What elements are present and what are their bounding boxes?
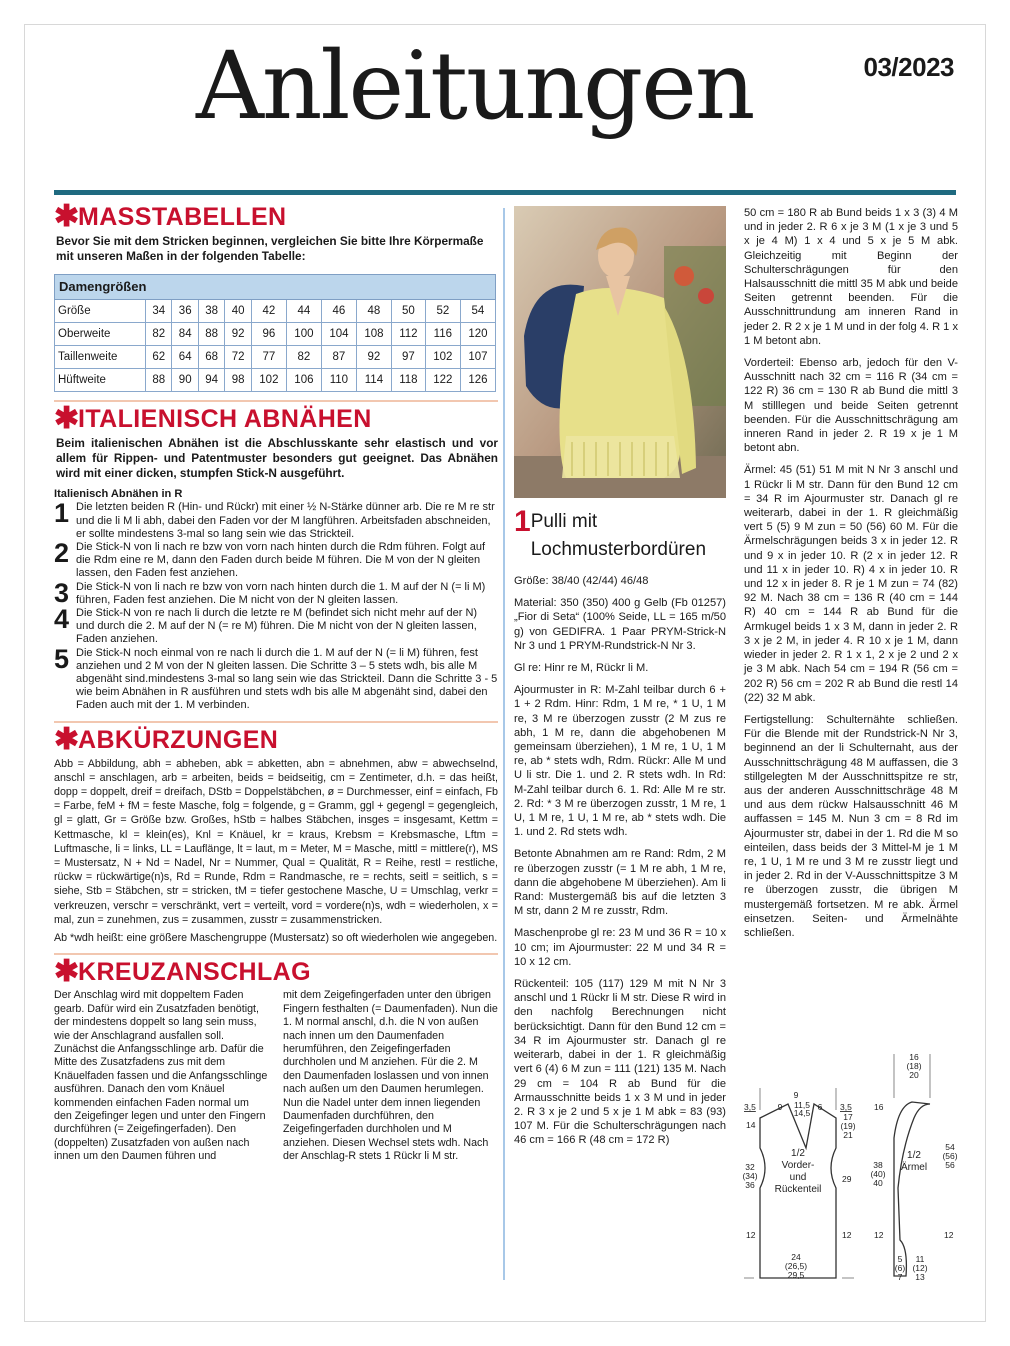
pattern-glre: Gl re: Hinr re M, Rückr li M. (514, 662, 649, 675)
step-number: 1 (54, 498, 70, 529)
size-cell: 98 (225, 369, 251, 392)
step-text: Die Stick-N von li nach re bzw von vorn nach hinten durch die Rdm führen. Folgt auf die Rdm eine re M, dann den Faden durch beide M führen. Die M von der N gleiten lassen, den Faden fest anziehen. (76, 541, 486, 580)
pattern-title-text: Pulli mit Lochmusterbordüren (530, 511, 707, 560)
size-cell: 106 (286, 369, 321, 392)
asterisk-icon: ✱ (54, 200, 80, 233)
header-rule (54, 190, 956, 195)
size-table (54, 274, 496, 392)
size-table-row (55, 300, 496, 323)
size-cell: 114 (356, 369, 391, 392)
section-heading-abkuerzungen (54, 722, 498, 756)
heading-text: KREUZANSCHLAG (78, 958, 311, 987)
size-cell: 92 (225, 323, 251, 346)
step-text: Die Stick-N von li nach re bzw von vorn nach hinten durch die 1. M auf der N (= li M) führen, Faden fest anziehen. Die M nicht von der N gleiten lassen. (76, 580, 486, 606)
dim-left-small: 3,5 (744, 1102, 756, 1112)
size-cell: 52 (425, 300, 460, 323)
size-cell: 36 (172, 300, 198, 323)
size-cell: 118 (391, 369, 425, 392)
asterisk-icon: ✱ (54, 955, 80, 989)
dim-sleeve-16: 16 (874, 1102, 884, 1112)
pattern-betonte: Betonte Abnahmen am re Rand: Rdm, 2 M re überzogen zusstr (= 1 M re abh, 1 M re, dann die abgehobene M überziehen). Am li Rand: Mustergemäß bis auf die letzten 3 M str, dann 2 M re zusstr, Rdm. (514, 848, 726, 918)
section-heading-kreuzanschlag (54, 955, 498, 989)
divider (54, 721, 498, 723)
pattern-ruecken-cont: 50 cm = 180 R ab Bund beids 1 x 3 (3) 4 M und in jeder 2. R 6 x je 3 M (1 x je 3 und 5 x je 4 M) 1 x 4 und 5 x je 5 M abk. Gleichzeitig mit Beginn der Schulterschrägungen für den Halsausschnitt die mittl 35 M abk und beide Seiten getrennt beenden. Für die Ausschnittrundung am inneren Rand in jeder 2. R 2 x je 1 M und in der folg 4. R 1 x 1 M betont abn. (744, 207, 958, 347)
step-number: 3 (54, 577, 70, 608)
dim-bottom: 24 (26,5) 29,5 (784, 1252, 808, 1280)
sleeve-label: 1/2 Ärmel (900, 1150, 928, 1173)
masstabellen-intro: Bevor Sie mit dem Stricken beginnen, vergleichen Sie bitte Ihre Körpermaße mit unseren Maßen in der folgenden Tabelle: (56, 234, 484, 263)
pattern-aermel: Ärmel: 45 (51) 51 M mit N Nr 3 anschl und 1 Rückr li M str. Dann für den Bund 12 cm = 34 R im Ajourmuster str. Danach gl re weiterarb, dabei in der 1. R gleichmäßig vert 5 (5) 9 M zun = 50 (56) 60 M. Für die Ärmelschrägungen beids 3 x in jeder 12. R und 9 x in jeder 10. R (2 x in jeder 12. R und 11 x in jeder 10. R) 4 x in jeder 10. R und 12 x in jeder 8. R je 1 M zun = 74 (82) 92 M. Nach 38 cm = 136 R (40 cm = 144 R) 40 cm = 144 R ab Bund für die Armkugel beids 1 x 3 M, dann in jeder 2. R 3 x je 2 M, in jeder 4. R 10 x je 1 M, dann wieder in jeder 2. R 1 x 1, 2 x je 2 und 2 x je 3 M abk. Nach 54 cm = 194 R (56 cm = 202 R) 56 cm = 202 R ab Bund die restl 14 (22) 32 M abk. (744, 464, 958, 704)
dim-sleeve-bottom-1: 5 (6) 7 (894, 1254, 906, 1282)
size-row-label: Größe (55, 300, 146, 323)
dim-sleeve-r12: 12 (944, 1230, 954, 1240)
dim-top-left: 9 (777, 1102, 783, 1112)
size-cell: 88 (146, 369, 172, 392)
divider (54, 953, 498, 955)
step-item (54, 498, 498, 541)
dim-sleeve-top: 16 (18) 20 (906, 1052, 922, 1080)
step-number: 4 (54, 604, 70, 635)
size-cell: 120 (460, 323, 495, 346)
asterisk-icon: ✱ (54, 402, 80, 436)
pattern-material: Material: 350 (350) 400 g Gelb (Fb 01257) „Fior di Seta“ (100% Seide, LL = 165 m/50 g) von GEDIFRA. 1 Paar PRYM-Strick-N Nr 3 und 1 PRYM-Rundstrick-N Nr 3. (514, 597, 726, 652)
size-cell: 107 (460, 346, 495, 369)
step-text: Die Stick-N von re nach li durch die letzte re M (befindet sich nicht mehr auf der N) und durch die 2. M auf der N (= re M) führen. Die M nicht von der N gleiten lassen, Faden anziehen. (76, 607, 478, 646)
size-row-label: Taillenweite (55, 346, 146, 369)
size-cell: 100 (286, 323, 321, 346)
dim-left-12: 12 (746, 1230, 756, 1240)
dim-right-12: 12 (842, 1230, 852, 1240)
size-cell: 87 (321, 346, 356, 369)
abbreviation-note: Ab *wdh heißt: eine größere Maschengruppe (Mustersatz) so oft wiederholen wie angegeben. (54, 932, 498, 945)
step-item (54, 643, 498, 713)
size-cell: 96 (251, 323, 286, 346)
size-cell: 84 (172, 323, 198, 346)
size-row-label: Oberweite (55, 323, 146, 346)
sweater-photo (514, 206, 726, 498)
pattern-vorderteil: Vorderteil: Ebenso arb, jedoch für den V-Ausschnitt nach 32 cm = 116 R (34 cm = 122 R) 36 cm = 130 R ab Bund die mittl 3 M stilllegen und beide Seiten getrennt beenden. Für die Ausschnittschrägung am inneren Rand in jeder 2. R 19 x je 1 M betont abn. (744, 357, 958, 455)
kreuzanschlag-col1: Der Anschlag wird mit doppeltem Faden gearb. Dafür wird ein Zusatzfaden benötigt, der mindestens doppelt so lang sein muss, wie der Anschlagrand ausfallen soll. Zunächst die Anfangsschlinge arb. Dafür die Mitte des Zusatzfadens zus mit dem Knäuelfaden fassen und die Anfangsschlinge ausführen. Danach den vom Knäuel kommenden einfachen Faden normal um den Zeigefinger legen und unter den Fingern durchführen (= Zeigefingerfaden). Den (doppelten) Zusatzfaden von außen nach innen um den Daumen führen und (54, 989, 268, 1163)
dim-right-29: 29 (842, 1174, 852, 1184)
size-cell: 38 (198, 300, 224, 323)
size-table-row (55, 346, 496, 369)
size-schematic (744, 1048, 960, 1284)
size-cell: 110 (321, 369, 356, 392)
size-cell: 40 (225, 300, 251, 323)
dim-sleeve-54: 54 (56) 56 (942, 1142, 958, 1170)
right-column (744, 206, 958, 948)
dim-sleeve-bottom-2: 11 (12) 13 (912, 1254, 928, 1282)
size-cell: 122 (425, 369, 460, 392)
size-cell: 34 (146, 300, 172, 323)
masthead-title: Anleitungen (196, 32, 754, 141)
pattern-number: 1 (514, 505, 531, 538)
pattern-fertigstellung: Fertigstellung: Schulternähte schließen. Für die Blende mit der Rundstrick-N Nr 3, beginnend an der li Schulternaht, aus der Ausschnittschrägung 48 M auffassen, die 3 stillgelegten M der Ausschnittspitze re str, aus der anderen Ausschnittschräge 48 M und aus dem rückw Halsausschnitt 46 M auffassen = 145 M. Nun 3 cm = 8 Rd im Ajourmuster str, dabei in der 1. Rd die M so einteilen, dass beids der 3 Mittel-M je 1 M re, 1 U, 1 M re und 3 M re zusstr liegt und in jeder 2. Rd in der V-Ausschnittspitze 3 M re überzogen zusstr, die übrigen M mustergemäß fortsetzen. M re abk. Ärmel einsetzen. Seiten- und Ärmelnähte schließen. (744, 713, 958, 939)
size-cell: 68 (198, 346, 224, 369)
size-row-label: Hüftweite (55, 369, 146, 392)
size-cell: 46 (321, 300, 356, 323)
kreuzanschlag-col2: mit dem Zeigefingerfaden unter den übrigen Fingern festhalten (= Daumenfaden). Nun die 1. M normal anschl, d.h. die N von außen nach innen um den Daumenfaden herumführen, den Zeigefingerfaden durchholen und M anziehen. Für die 2. M den Daumenfaden loslassen und von innen nach außen um den Daumen herumlegen. Nun die Nadel unter dem innen liegenden Daumenfaden durchführen, den Zeigefingerfaden durchholen und M anziehen. Diesen Wechsel stets wdh. Nach der Anschlag-R stets 1 Rückr li M str. (283, 989, 498, 1163)
dim-sleeve-12: 12 (874, 1230, 884, 1240)
pattern-ajour: Ajourmuster in R: M-Zahl teilbar durch 6 + 1 + 2 Rdm. Hinr: Rdm, 1 M re, * 1 U, 1 M re, 3 M re überzogen zusstr (2 M zus re abh, 1 M re, dann die abgehobenen M gemeinsam überziehen), 1 M re, 1 U, 1 M re, ab * stets wdh, Rdm. Rückr: Alle M und U li str. Die 1. und 2. R stets wdh. In Rd: M-Zahl teilbar durch 6. 1. Rd: Alle M re str. 2. Rd: * 3 M re überzogen zusstr, 1 M re, 1 U, 1 M re, 1 U, 1 M re, ab * stets wdh. Die 1. und 2. Rd stets wdh. (514, 684, 726, 839)
italienisch-intro: Beim italienischen Abnähen ist die Abschlusskante sehr elastisch und vor allem für Rippen- und Patentmuster besonders gut geeignet. Das Abnähen wird mit einer dicken, stumpfen Stick-N ausgeführt. (56, 436, 498, 481)
step-list (54, 498, 498, 712)
issue-number: 03/2023 (863, 52, 954, 82)
size-cell: 90 (172, 369, 198, 392)
middle-column (514, 206, 726, 1156)
size-cell: 42 (251, 300, 286, 323)
pattern-groesse: Größe: 38/40 (42/44) 46/48 (514, 575, 649, 587)
left-column (54, 200, 498, 1164)
step-number: 2 (54, 538, 70, 569)
asterisk-icon: ✱ (54, 722, 80, 756)
size-cell: 44 (286, 300, 321, 323)
step-text: Die letzten beiden R (Hin- und Rückr) mit einer ½ N-Stärke dünner arb. Die re M re str und die li M li abh, dabei den Faden vor der M langführen. Arbeitsfaden abschneiden, er sollte mindestens 3-mal so lang sein wie das Strickteil. (76, 501, 495, 540)
section-heading-italienisch (54, 402, 498, 436)
size-cell: 88 (198, 323, 224, 346)
dim-left-14: 14 (746, 1120, 756, 1130)
size-cell: 97 (391, 346, 425, 369)
size-cell: 94 (198, 369, 224, 392)
size-table-title: Damengrößen (55, 275, 496, 300)
dim-left-32: 32 (34) 36 (742, 1162, 758, 1190)
kreuzanschlag-body (54, 989, 498, 1163)
size-cell: 126 (460, 369, 495, 392)
heading-text: ITALIENISCH ABNÄHEN (78, 405, 372, 434)
step-item (54, 538, 498, 581)
dim-top-mid: 11,5 14,5 (793, 1100, 811, 1118)
size-cell: 104 (321, 323, 356, 346)
step-text: Die Stick-N noch einmal von re nach li durch die 1. M auf der N (= li M) führen, fest anziehen und 2 M von der N gleiten lassen. Die Schritte 3 – 5 stets wdh, bis alle M abgenäht sind.mindestens 3-mal so lang sein wie das Strickteil. Dann die Schritte 3 - 5 wie beim Abnähen in R ausführen und stets wdh bis alle M abgenäht sind, dabei den Faden auch mit der 1. M verbinden. (76, 646, 498, 712)
size-cell: 116 (425, 323, 460, 346)
size-cell: 48 (356, 300, 391, 323)
divider (54, 400, 498, 402)
sleeve-shape (894, 1102, 930, 1276)
size-cell: 54 (460, 300, 495, 323)
size-cell: 92 (356, 346, 391, 369)
dim-right-small: 3,5 (840, 1102, 852, 1112)
step-number: 5 (54, 643, 70, 674)
size-cell: 102 (251, 369, 286, 392)
size-cell: 72 (225, 346, 251, 369)
section-heading-masstabellen (54, 200, 498, 233)
italienisch-subtitle: Italienisch Abnähen in R (54, 488, 183, 501)
heading-text: MASSTABELLEN (78, 202, 287, 231)
step-item (54, 577, 498, 608)
step-item (54, 604, 498, 647)
size-cell: 82 (286, 346, 321, 369)
column-divider (503, 208, 505, 1280)
size-cell: 112 (391, 323, 425, 346)
dim-top: 9 (793, 1090, 799, 1100)
size-cell: 62 (146, 346, 172, 369)
pattern-ruecken: Rückenteil: 105 (117) 129 M mit N Nr 3 anschl und 1 Rückr li M str. Diese R wird in den nachfolg Berechnungen nicht berücksichtigt. Dann für den Bund 12 cm = 34 R im Ajourmuster str. Danach gl re weiterarb, dabei in der 1. R gleichmäßig vert 6 (4) 6 M zun = 111 (121) 135 M. Nach 29 cm = 104 R ab Bund für die Armausschnitte beids 1 x 3 M und in jeder 2. R 3 x je 2 und 5 x je 1 M abk = 83 (93) 107 M. Für die Schulterschrägungen nach 46 cm = 166 R (48 cm = 172 R) (514, 978, 726, 1147)
pattern-maschenprobe: Maschenprobe gl re: 23 M und 36 R = 10 x 10 cm; im Ajourmuster: 22 M und 34 R = 10 x 12 cm. (514, 927, 726, 968)
size-cell: 102 (425, 346, 460, 369)
dim-top-right: 6 (817, 1102, 823, 1112)
size-table-row (55, 323, 496, 346)
size-cell: 77 (251, 346, 286, 369)
size-cell: 50 (391, 300, 425, 323)
size-cell: 108 (356, 323, 391, 346)
size-table-body (55, 300, 496, 392)
size-table-row (55, 369, 496, 392)
dim-right-17: 17 (19) 21 (840, 1112, 856, 1140)
heading-text: ABKÜRZUNGEN (78, 725, 279, 754)
abbreviation-list: Abb = Abbildung, abh = abheben, abk = abketten, abn = abnehmen, abw = abwechselnd, anschl = anschlagen, arb = arbeiten, beids = beidseitig, cm = Zentimeter, d.h. = das heißt, dopp = doppelt, dreif = dreifach, DStb = Doppelstäbchen, ø = Durchmesser, einf = einfach, Fb = Farbe, feM + fM = feste Masche, folg = folgende, g = Gramm, ggl + gegengl = gegengleich, gl = glatt, Gr = Größe bzw. Großes, hStb = halbes Stäbchen, insges = insgesamt, Kettm = Kettmasche, kl = klein(es), Knl = Knäuel, kr = kraus, Krebsm = Krebsmasche, Lftm = Luftmasche, li = links, LL = Lauflänge, lt = laut, m = Meter, M = Masche, mittl = mittlere(r), MS = Mustersatz, N + Nd = Nadel, Nr = Nummer, Qual = Qualität, R = Reihe, restl = restliche, rückw = rückwärtige(n)s, Rd = Runde, Rdm = Randmasche, re = rechts, seitl = seitlich, s = siehe, Stb = Stäbchen, str = stricken, tM = tiefer gestochene Masche, U = Umschlag, verkr = verkreuzen, verschr = verschränkt, vert = verteilt, vord = vordere(n)s, wdh = wiederholen, x = mal, zun = zunehmen, zus = zusammen, zusstr = zusammenstricken. (54, 757, 498, 926)
size-cell: 82 (146, 323, 172, 346)
pattern-title (514, 505, 726, 564)
front-label: 1/2 Vorder-und Rückenteil (774, 1148, 822, 1195)
size-cell: 64 (172, 346, 198, 369)
dim-sleeve-38: 38 (40) 40 (870, 1160, 886, 1188)
